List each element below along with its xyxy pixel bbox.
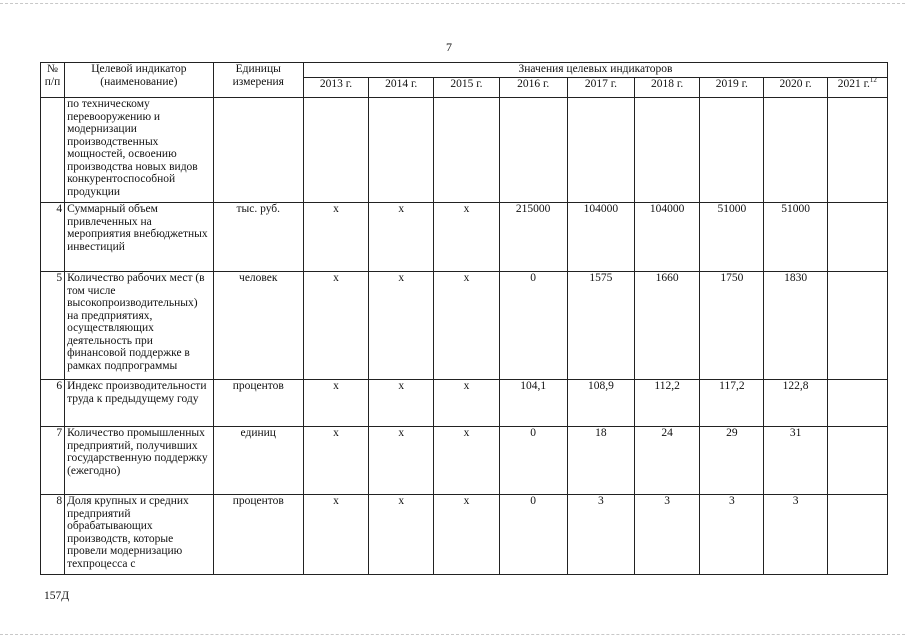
- unit-cell: тыс. руб.: [213, 203, 303, 272]
- header-year: 2016 г.: [499, 78, 567, 98]
- row-number: 6: [41, 380, 65, 427]
- target-indicators-table: [40, 62, 888, 575]
- value-cell: x: [369, 203, 434, 272]
- indicator-name: Индекс производительности труда к предыдущему году: [65, 380, 214, 427]
- value-cell: x: [369, 427, 434, 495]
- header-num: № п/п: [41, 63, 65, 98]
- value-cell: 3: [567, 495, 634, 575]
- indicator-name: по техническому перевооружению и модернизации производственных мощностей, освоению производства новых видов конкурентоспособной продукции: [65, 98, 214, 203]
- value-cell: [700, 98, 764, 203]
- unit-cell: процентов: [213, 495, 303, 575]
- unit-cell: [213, 98, 303, 203]
- page-number: 7: [446, 40, 452, 54]
- indicator-name: Количество промышленных предприятий, получивших государственную поддержку (ежегодно): [65, 427, 214, 495]
- header-year: 2018 г.: [635, 78, 700, 98]
- value-cell: 108,9: [567, 380, 634, 427]
- value-cell: 31: [764, 427, 827, 495]
- value-cell: [827, 427, 887, 495]
- footer-code: 157Д: [44, 590, 70, 602]
- header-year: 2015 г.: [434, 78, 499, 98]
- value-cell: x: [434, 495, 499, 575]
- header-year: 2013 г.: [303, 78, 368, 98]
- indicator-name: Суммарный объем привлеченных на мероприятия внебюджетных инвестиций: [65, 203, 214, 272]
- value-cell: 24: [635, 427, 700, 495]
- header-values-group: Значения целевых индикаторов: [303, 63, 887, 78]
- unit-cell: человек: [213, 272, 303, 380]
- value-cell: [827, 495, 887, 575]
- indicator-name: Количество рабочих мест (в том числе высокопроизводительных) на предприятиях, осуществляющих деятельность при финансовой поддержке в рамках подпрограммы: [65, 272, 214, 380]
- unit-cell: процентов: [213, 380, 303, 427]
- value-cell: 1830: [764, 272, 827, 380]
- row-number: 8: [41, 495, 65, 575]
- value-cell: x: [369, 380, 434, 427]
- value-cell: x: [303, 495, 368, 575]
- value-cell: 18: [567, 427, 634, 495]
- value-cell: x: [369, 495, 434, 575]
- value-cell: 0: [499, 495, 567, 575]
- value-cell: 104000: [635, 203, 700, 272]
- table-row: [41, 98, 888, 203]
- value-cell: x: [434, 272, 499, 380]
- value-cell: 104000: [567, 203, 634, 272]
- header-indicator: Целевой индикатор (наименование): [65, 63, 214, 98]
- header-year: 2019 г.: [700, 78, 764, 98]
- value-cell: x: [369, 272, 434, 380]
- value-cell: x: [303, 427, 368, 495]
- row-number: 5: [41, 272, 65, 380]
- table-row: [41, 380, 888, 427]
- header-year: 2017 г.: [567, 78, 634, 98]
- value-cell: 29: [700, 427, 764, 495]
- value-cell: 215000: [499, 203, 567, 272]
- value-cell: 0: [499, 427, 567, 495]
- value-cell: [827, 272, 887, 380]
- unit-cell: единиц: [213, 427, 303, 495]
- header-unit: Единицы измерения: [213, 63, 303, 98]
- table-row: [41, 203, 888, 272]
- value-cell: x: [303, 380, 368, 427]
- value-cell: 104,1: [499, 380, 567, 427]
- row-number: 4: [41, 203, 65, 272]
- value-cell: 1750: [700, 272, 764, 380]
- header-year: 2014 г.: [369, 78, 434, 98]
- header-year: 2020 г.: [764, 78, 827, 98]
- value-cell: [369, 98, 434, 203]
- value-cell: [764, 98, 827, 203]
- header-row-top: [41, 63, 888, 78]
- value-cell: x: [303, 203, 368, 272]
- row-number: 7: [41, 427, 65, 495]
- value-cell: [827, 380, 887, 427]
- value-cell: 112,2: [635, 380, 700, 427]
- value-cell: 51000: [764, 203, 827, 272]
- indicator-name: Доля крупных и средних предприятий обрабатывающих производств, которые провели модернизацию техпроцесса с: [65, 495, 214, 575]
- value-cell: 122,8: [764, 380, 827, 427]
- header-year-2021: [827, 78, 887, 98]
- value-cell: 3: [700, 495, 764, 575]
- value-cell: [434, 98, 499, 203]
- value-cell: [567, 98, 634, 203]
- value-cell: [303, 98, 368, 203]
- header-year-label: 2021 г.: [837, 78, 870, 90]
- value-cell: x: [434, 380, 499, 427]
- value-cell: [635, 98, 700, 203]
- scan-edge-top: [0, 3, 905, 4]
- scan-edge-bottom: [0, 634, 905, 635]
- value-cell: [827, 98, 887, 203]
- value-cell: [499, 98, 567, 203]
- value-cell: x: [434, 427, 499, 495]
- value-cell: 51000: [700, 203, 764, 272]
- value-cell: x: [303, 272, 368, 380]
- value-cell: 117,2: [700, 380, 764, 427]
- value-cell: 1660: [635, 272, 700, 380]
- table-row: [41, 495, 888, 575]
- value-cell: 1575: [567, 272, 634, 380]
- row-number: [41, 98, 65, 203]
- value-cell: [827, 203, 887, 272]
- value-cell: 3: [764, 495, 827, 575]
- value-cell: x: [434, 203, 499, 272]
- value-cell: 0: [499, 272, 567, 380]
- table-row: [41, 272, 888, 380]
- table-row: [41, 427, 888, 495]
- value-cell: 3: [635, 495, 700, 575]
- footnote-marker: 12: [869, 77, 877, 84]
